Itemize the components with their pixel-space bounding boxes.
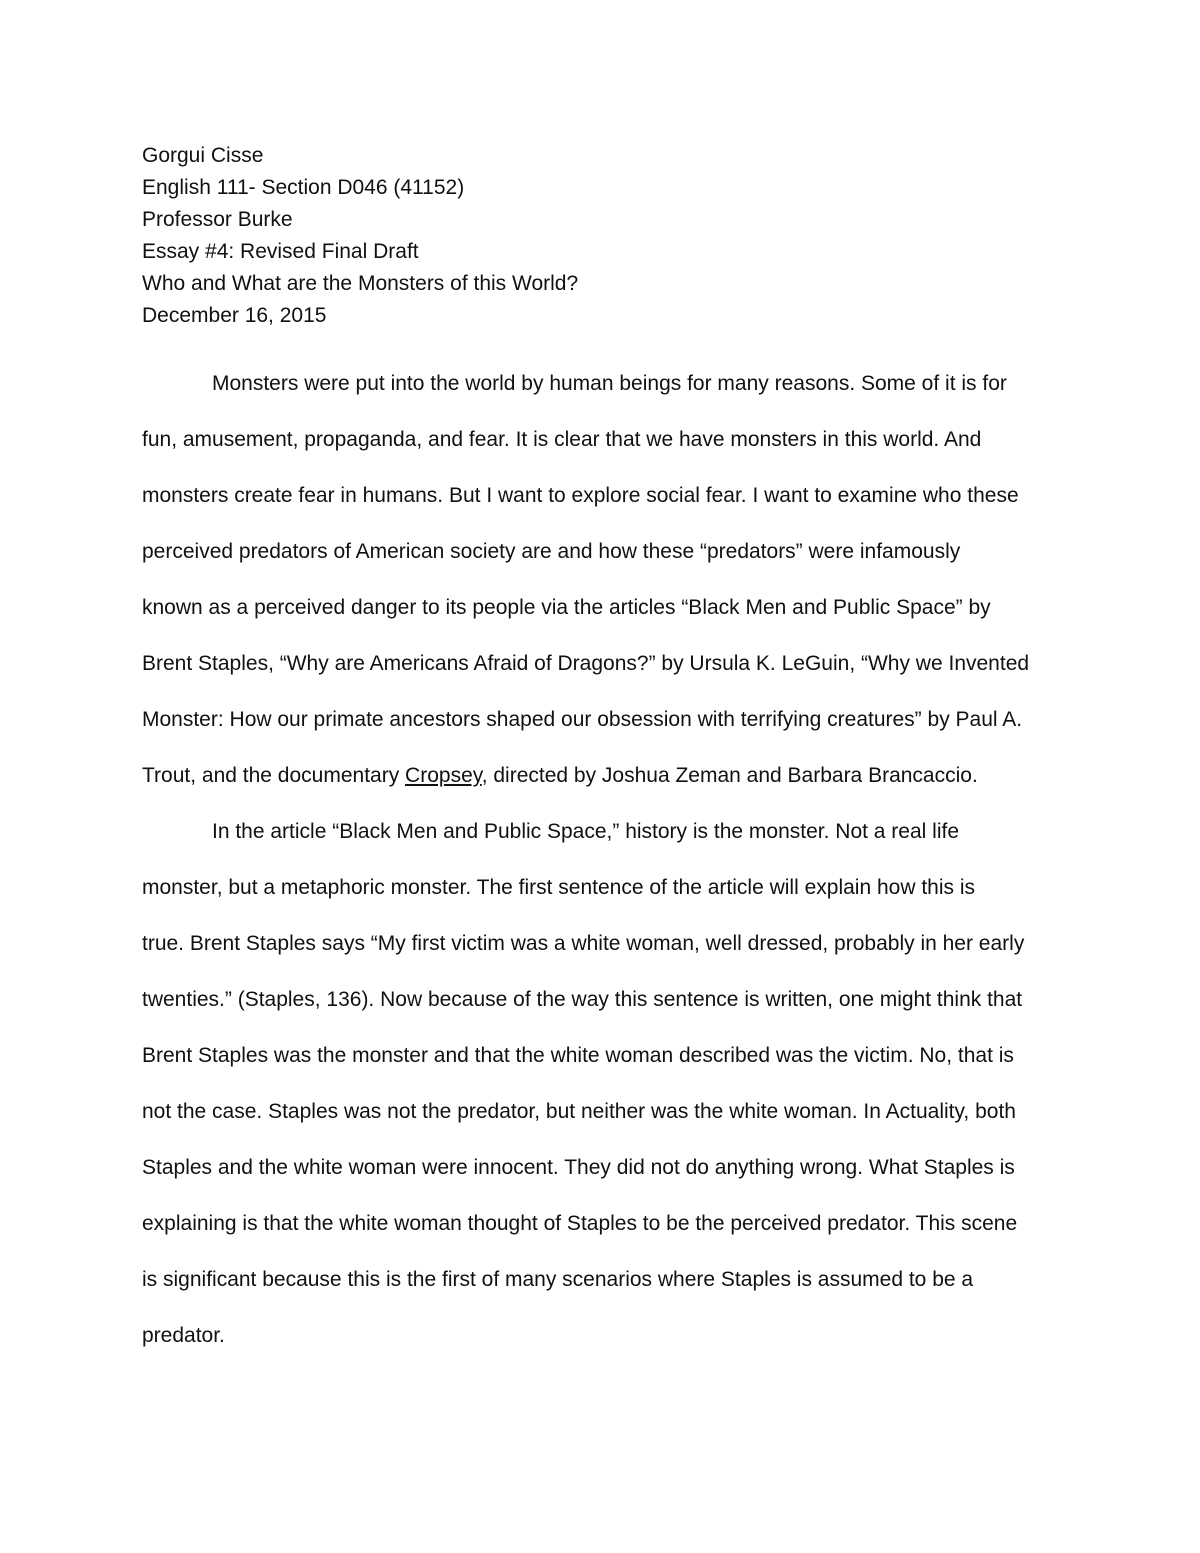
course-info: English 111- Section D046 (41152) (142, 176, 465, 199)
paragraph-line: fun, amusement, propaganda, and fear. It is clear that we have monsters in this world. And (142, 428, 982, 451)
text-segment: Trout, and the documentary (142, 764, 406, 787)
paragraph-line: true. Brent Staples says “My first victim was a white woman, well dressed, probably in her early (142, 932, 1025, 955)
essay-date: December 16, 2015 (142, 304, 327, 327)
paragraph-line: perceived predators of American society are and how these “predators” were infamously (142, 540, 961, 563)
paragraph-line: Staples and the white woman were innocent. They did not do anything wrong. What Staples is (142, 1156, 1015, 1179)
paragraph-line: not the case. Staples was not the predator, but neither was the white woman. In Actuality, both (142, 1100, 1016, 1123)
paragraph-line (142, 748, 1062, 804)
paragraph-line: Monsters were put into the world by human beings for many reasons. Some of it is for (212, 372, 1007, 395)
documentary-title: Cropsey (405, 764, 482, 787)
paragraph-line: predator. (142, 1324, 225, 1347)
paragraph-line: known as a perceived danger to its people via the articles “Black Men and Public Space” by (142, 596, 991, 619)
paragraph-line: explaining is that the white woman thought of Staples to be the perceived predator. This scene (142, 1212, 1018, 1235)
paragraph-2 (142, 804, 1062, 1364)
author-name: Gorgui Cisse (142, 144, 264, 167)
paragraph-line: Brent Staples was the monster and that the white woman described was the victim. No, that is (142, 1044, 1014, 1067)
paragraph-line: Monster: How our primate ancestors shaped our obsession with terrifying creatures” by Paul A. (142, 708, 1023, 731)
assignment-title: Essay #4: Revised Final Draft (142, 240, 419, 263)
paragraph-line: twenties.” (Staples, 136). Now because of the way this sentence is written, one might think that (142, 988, 1023, 1011)
professor-name: Professor Burke (142, 208, 293, 231)
text-segment: , directed by Joshua Zeman and Barbara Brancaccio. (481, 764, 978, 787)
paragraph-line: monster, but a metaphoric monster. The first sentence of the article will explain how this is (142, 876, 976, 899)
paragraph-line: Brent Staples, “Why are Americans Afraid of Dragons?” by Ursula K. LeGuin, “Why we Invented (142, 652, 1030, 675)
paragraph-line: is significant because this is the first of many scenarios where Staples is assumed to be a (142, 1268, 974, 1291)
paragraph-line: In the article “Black Men and Public Space,” history is the monster. Not a real life (212, 820, 960, 843)
essay-header (142, 140, 1062, 332)
essay-title: Who and What are the Monsters of this World? (142, 272, 579, 295)
essay-body (142, 356, 1062, 1364)
paragraph-1 (142, 356, 1062, 804)
paragraph-line: monsters create fear in humans. But I want to explore social fear. I want to examine who these (142, 484, 1019, 507)
